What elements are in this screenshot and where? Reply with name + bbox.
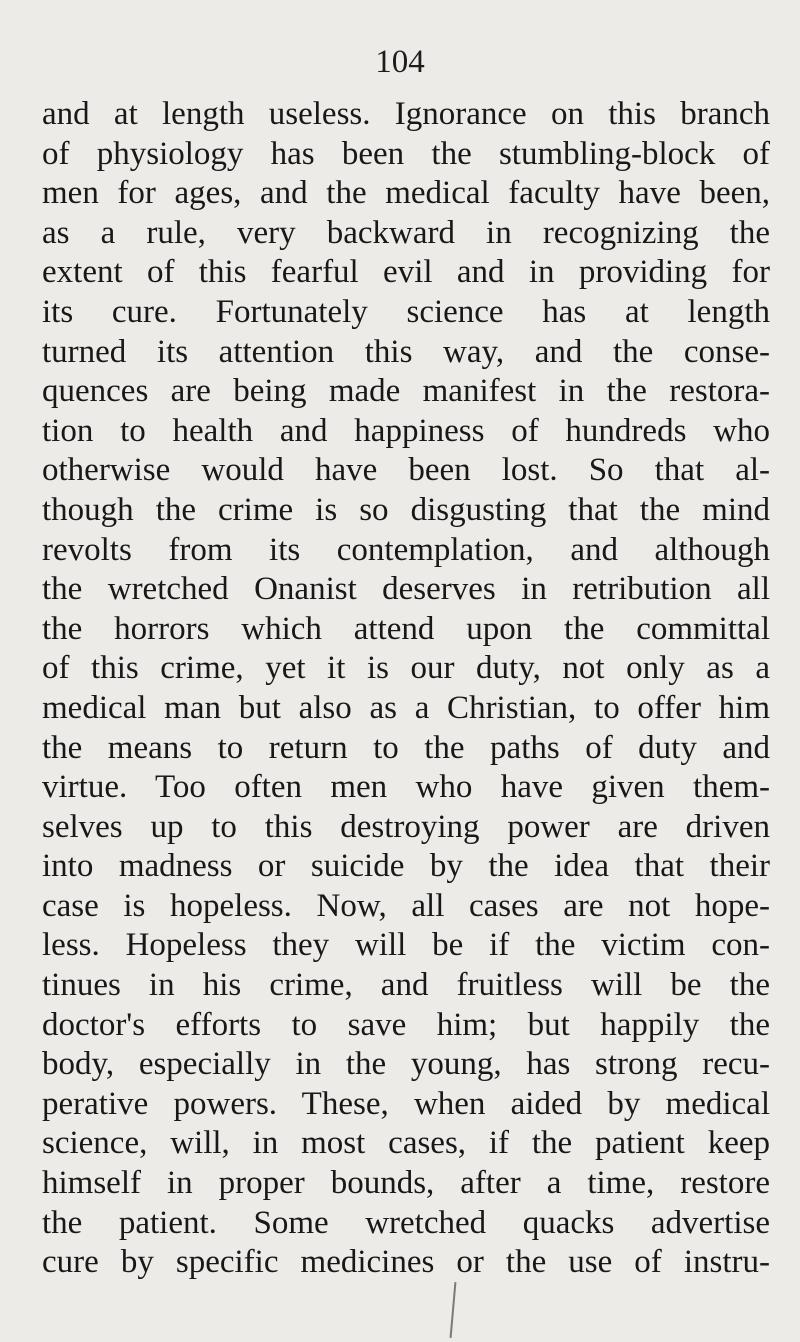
text-line: turned its attention this way, and the conse- xyxy=(42,333,770,370)
text-line: though the crime is so disgusting that the mind xyxy=(42,491,770,528)
text-line: men for ages, and the medical faculty have been, xyxy=(42,175,770,212)
body-text xyxy=(42,95,770,1283)
text-line: perative powers. These, when aided by medical xyxy=(42,1085,770,1122)
text-line: of this crime, yet it is our duty, not only as a xyxy=(42,650,770,687)
text-line: as a rule, very backward in recognizing the xyxy=(42,214,770,251)
text-line: otherwise would have been lost. So that al- xyxy=(42,452,770,489)
text-line: himself in proper bounds, after a time, restore xyxy=(42,1165,770,1202)
text-line: the wretched Onanist deserves in retribution all xyxy=(42,571,770,608)
text-line: extent of this fearful evil and in providing for xyxy=(42,254,770,291)
text-line: selves up to this destroying power are driven xyxy=(42,808,770,845)
text-line: revolts from its contemplation, and although xyxy=(42,531,770,568)
text-line: cure by specific medicines or the use of instru- xyxy=(42,1244,770,1281)
text-line: doctor's efforts to save him; but happily the xyxy=(42,1006,770,1043)
text-line: tinues in his crime, and fruitless will be the xyxy=(42,967,770,1004)
text-line: body, especially in the young, has strong recu- xyxy=(42,1046,770,1083)
text-line: the horrors which attend upon the committal xyxy=(42,610,770,647)
text-line: of physiology has been the stumbling-block of xyxy=(42,135,770,172)
page-number: 104 xyxy=(375,44,425,80)
text-line: case is hopeless. Now, all cases are not hope- xyxy=(42,887,770,924)
text-line: the patient. Some wretched quacks advertise xyxy=(42,1204,770,1241)
page-crease-mark xyxy=(450,1282,457,1338)
text-line: virtue. Too often men who have given them- xyxy=(42,769,770,806)
text-line: less. Hopeless they will be if the victim con- xyxy=(42,927,770,964)
text-line: into madness or suicide by the idea that their xyxy=(42,848,770,885)
text-line: its cure. Fortunately science has at length xyxy=(42,293,770,330)
text-line: quences are being made manifest in the restora- xyxy=(42,373,770,410)
text-line: and at length useless. Ignorance on this branch xyxy=(42,96,770,132)
text-line: tion to health and happiness of hundreds who xyxy=(42,412,770,449)
text-line: science, will, in most cases, if the patient keep xyxy=(42,1125,770,1162)
text-line: the means to return to the paths of duty and xyxy=(42,729,770,766)
text-line: medical man but also as a Christian, to offer him xyxy=(42,689,770,726)
